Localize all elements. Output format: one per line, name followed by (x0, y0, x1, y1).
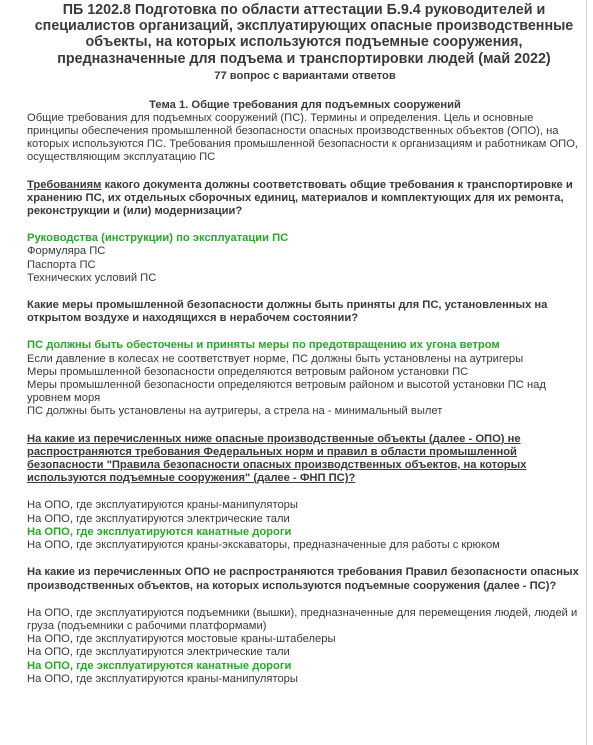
answer-list-4 (27, 607, 583, 686)
answer-option: На ОПО, где эксплуатируются электрические тали (27, 646, 290, 659)
question-block-2 (27, 299, 583, 419)
answer-option: Формуляра ПС (27, 245, 106, 258)
answer-option: На ОПО, где эксплуатируются подъемники (вышки), предназначенные для перемещения людей, людей и груза (подъемники с рабочими платформами) (27, 606, 578, 632)
answer-option: На ОПО, где эксплуатируются мостовые краны-штабелеры (27, 633, 336, 646)
answer-list-3 (27, 499, 583, 552)
answer-option: ПС должны быть установлены на аутригеры, а стрела на - минимальный вылет (27, 405, 443, 418)
question-4: На какие из перечисленных ОПО не распространяются требования Правил безопасности опасных производственных объектов, на которых используются подъемные сооружения (далее - ПС)? (27, 566, 579, 592)
answer-option: На ОПО, где эксплуатируются краны-манипуляторы (27, 499, 298, 512)
answer-correct: ПС должны быть обесточены и приняты меры по предотвращению их угона ветром (27, 339, 500, 352)
answer-option: На ОПО, где эксплуатируются краны-экскаваторы, предназначенные для работы с крюком (27, 539, 500, 552)
answer-option: Меры промышленной безопасности определяются ветровым районом и высотой установки ПС над уровнем моря (27, 379, 546, 405)
question-1 (27, 179, 583, 219)
question-3: На какие из перечисленных ниже опасные производственные объекты (далее - ОПО) не распространяются требования Федеральных норм и правил в области промышленной безопасности "Правила безопасности опасных производственных объектов, на которых используются подъемные сооружения" (далее - ФНП ПС)? (27, 432, 527, 485)
answer-list-2 (27, 339, 583, 418)
answer-correct: На ОПО, где эксплуатируются канатные дороги (27, 525, 292, 538)
question-1-underlined: Требованиям (27, 178, 102, 191)
page-edge-divider (586, 0, 587, 745)
topic-title: Тема 1. Общие требования для подъемных сооружений (149, 98, 461, 111)
document-subtitle: 77 вопрос с вариантами ответов (214, 69, 396, 82)
answer-correct: На ОПО, где эксплуатируются канатные дороги (27, 659, 292, 672)
answer-option: На ОПО, где эксплуатируются краны-манипуляторы (27, 672, 298, 685)
answer-option: На ОПО, где эксплуатируются электрические тали (27, 512, 290, 525)
question-block-1 (27, 179, 583, 285)
answer-option: Паспорта ПС (27, 258, 96, 271)
question-block-4 (27, 566, 583, 686)
topic-description: Общие требования для подъемных сооружений (ПС). Термины и определения. Цель и основные принципы обеспечения промышленной безопасности опасных производственных объектов (ОПО), на которых используются ПС. Требования промышленной безопасности к организациям и работникам ОПО, осуществляющим эксплуатацию ПС (27, 111, 579, 164)
answer-option: Если давление в колесах не соответствует норме, ПС должны быть установлены на аутригеры (27, 352, 524, 365)
answer-option: Меры промышленной безопасности определяются ветровым районом установки ПС (27, 365, 469, 378)
question-1-text: какого документа должны соответствовать общие требования к транспортировке и хранению ПС, их отдельных сборочных единиц, материалов и комплектующих для их ремонта, реконструкции и (или) модернизации? (27, 178, 573, 218)
document-title: ПБ 1202.8 Подготовка по области аттестации Б.9.4 руководителей и специалистов организаций, эксплуатирующих опасные производственные объекты, на которых используются подъемные сооружения, предназначенные для подъема и транспортировки людей (май 2022) (34, 2, 574, 67)
answer-correct: Руководства (инструкции) по эксплуатации ПС (27, 232, 289, 245)
answer-list-1 (27, 232, 583, 285)
question-block-3 (27, 433, 583, 553)
answer-option: Технических условий ПС (27, 271, 157, 284)
question-2: Какие меры промышленной безопасности должны быть приняты для ПС, установленных на открытом воздухе и находящихся в нерабочем состоянии? (27, 299, 548, 325)
